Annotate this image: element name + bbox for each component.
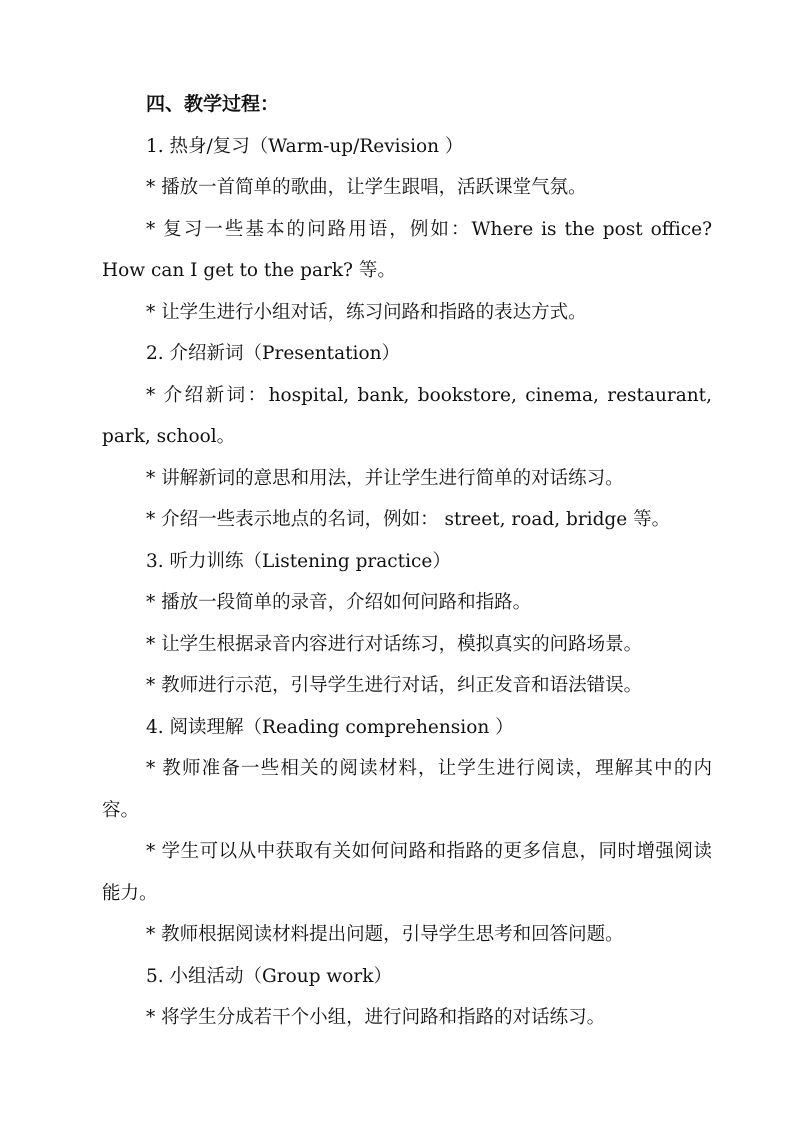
section-1-item-1: * 播放一首简单的歌曲，让学生跟唱，活跃课堂气氛。 [146,177,587,198]
section-2-item-3: * 介绍一些表示地点的名词，例如： street, road, bridge 等。 [146,509,671,530]
section-5-title: 5. 小组活动（Group work） [146,965,392,987]
section-4-item-3: * 教师根据阅读材料提出问题，引导学生思考和回答问题。 [146,924,624,945]
section-2-item-2: * 讲解新词的意思和用法，并让学生进行简单的对话练习。 [146,467,624,489]
section-1-item-2: * 复习一些基本的问路用语，例如：Where is the post office? How can I get to the park? 等。 [102,218,712,281]
section-3-title: 3. 听力训练（Listening practice） [146,550,451,572]
section-1-item-3: * 让学生进行小组对话，练习问路和指路的表达方式。 [146,301,587,323]
section-3-item-2: * 让学生根据录音内容进行对话练习，模拟真实的问路场景。 [146,633,643,655]
section-4-item-2: * 学生可以从中获取有关如何问路和指路的更多信息，同时增强阅读能力。 [102,841,712,904]
section-3-item-3: * 教师进行示范，引导学生进行对话，纠正发音和语法错误。 [146,675,643,696]
section-2-item-1: * 介绍新词：hospital, bank, bookstore, cinema, restaurant, park, school。 [102,384,712,447]
section-5-item-1: * 将学生分成若干个小组，进行问路和指路的对话练习。 [146,1007,606,1028]
section-3-item-1: * 播放一段简单的录音，介绍如何问路和指路。 [146,592,532,613]
section-heading: 四、教学过程： [146,93,280,115]
section-1-title: 1. 热身/复习（Warm-up/Revision ） [146,135,464,157]
section-4-item-1: * 教师准备一些相关的阅读材料，让学生进行阅读，理解其中的内容。 [102,758,712,821]
section-2-title: 2. 介绍新词（Presentation） [146,343,400,364]
section-4-title: 4. 阅读理解（Reading comprehension ） [146,716,514,738]
document-body [102,84,712,1039]
